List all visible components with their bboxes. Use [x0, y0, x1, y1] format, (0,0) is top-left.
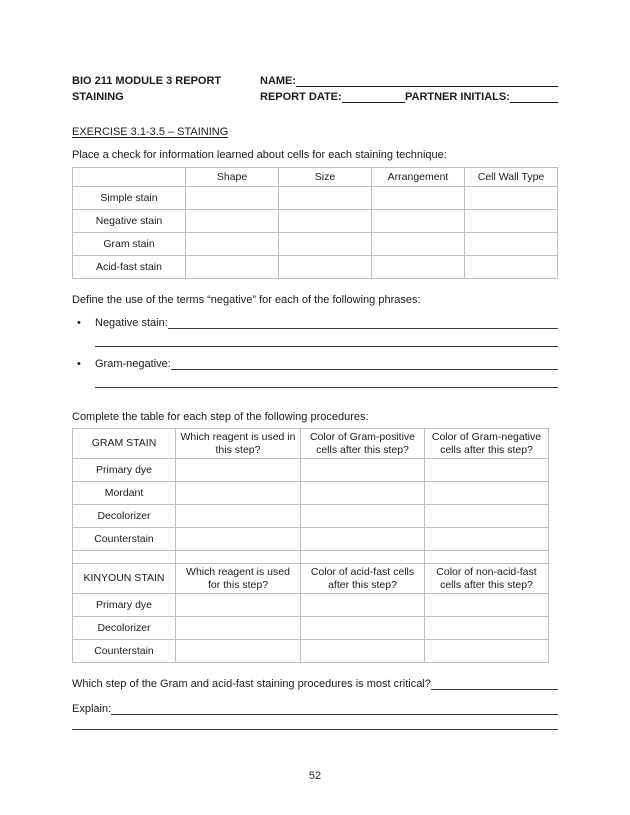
empty-cell [176, 505, 301, 528]
empty-cell [425, 459, 549, 482]
empty-cell [301, 505, 425, 528]
empty-cell [425, 617, 549, 640]
name-label: NAME: [260, 75, 297, 87]
empty-cell [176, 551, 301, 564]
empty-cell [301, 594, 425, 617]
empty-cell [301, 482, 425, 505]
kinyoun-row-counterstain [73, 640, 549, 663]
check-table-row-acid-fast-stain [73, 256, 558, 279]
kinyoun-col-acid-fast-color: Color of acid-fast cells after this step? [301, 564, 425, 594]
row-label: Primary dye [73, 459, 176, 482]
empty-cell [301, 640, 425, 663]
empty-cell [176, 459, 301, 482]
critical-question-label: Which step of the Gram and acid-fast staining procedures is most critical? [72, 678, 431, 690]
check-table-col-cell-wall-type: Cell Wall Type [465, 168, 558, 187]
empty-cell [279, 256, 372, 279]
kinyoun-col-non-acid-fast-color: Color of non-acid-fast cells after this step? [425, 564, 549, 594]
row-label: Acid-fast stain [73, 256, 186, 279]
row-label: Primary dye [73, 594, 176, 617]
kinyoun-stain-header-row [73, 564, 549, 594]
empty-cell [186, 256, 279, 279]
gram-negative-label: Gram-negative: [95, 358, 171, 370]
explain-fill-line [111, 714, 558, 715]
empty-cell [279, 233, 372, 256]
empty-cell [372, 233, 465, 256]
empty-cell [73, 551, 176, 564]
gram-row-counterstain [73, 528, 549, 551]
name-field-row [260, 73, 558, 89]
gram-row-decolorizer [73, 505, 549, 528]
name-fill-line [296, 86, 558, 87]
empty-cell [279, 210, 372, 233]
gram-stain-header-row [73, 429, 549, 459]
negative-stain-fill-line-2 [95, 331, 558, 347]
explain-row [72, 702, 558, 717]
empty-cell [372, 256, 465, 279]
empty-cell [301, 528, 425, 551]
gram-stain-title: GRAM STAIN [73, 429, 176, 459]
empty-cell [372, 187, 465, 210]
gram-row-primary-dye [73, 459, 549, 482]
empty-cell [465, 233, 558, 256]
gram-col-negative-color: Color of Gram-negative cells after this step? [425, 429, 549, 459]
row-label: Mordant [73, 482, 176, 505]
empty-cell [465, 187, 558, 210]
negative-stain-label: Negative stain: [95, 317, 168, 329]
empty-cell [425, 528, 549, 551]
critical-question-fill-line [431, 689, 558, 690]
empty-cell [372, 210, 465, 233]
partner-initials-label: PARTNER INITIALS: [404, 91, 510, 103]
empty-cell [301, 617, 425, 640]
empty-cell [176, 594, 301, 617]
row-label: Decolorizer [73, 617, 176, 640]
course-title: BIO 211 MODULE 3 REPORT [72, 75, 222, 87]
empty-cell [425, 640, 549, 663]
check-table-corner-cell [73, 168, 186, 187]
course-subtitle: STAINING [72, 91, 124, 103]
check-table-row-simple-stain [73, 187, 558, 210]
check-table-row-negative-stain [73, 210, 558, 233]
bullet-icon: • [77, 317, 81, 329]
empty-cell [425, 594, 549, 617]
explain-fill-line-2 [72, 717, 558, 730]
table-spacer-row [73, 551, 549, 564]
kinyoun-row-decolorizer [73, 617, 549, 640]
negative-stain-fill-line [168, 328, 558, 329]
check-instruction: Place a check for information learned about cells for each staining technique: [72, 149, 447, 161]
check-table-col-shape: Shape [186, 168, 279, 187]
exercise-heading: EXERCISE 3.1-3.5 – STAINING [72, 126, 229, 138]
empty-cell [279, 187, 372, 210]
header-row-1 [72, 73, 558, 89]
row-label: Negative stain [73, 210, 186, 233]
row-label: Gram stain [73, 233, 186, 256]
procedures-instruction: Complete the table for each step of the following procedures: [72, 411, 369, 423]
empty-cell [301, 459, 425, 482]
row-label: Counterstain [73, 528, 176, 551]
bullet-item-gram-negative [72, 357, 558, 372]
kinyoun-col-reagent: Which reagent is used for this step? [176, 564, 301, 594]
bullet-icon: • [77, 358, 81, 370]
empty-cell [186, 210, 279, 233]
row-label: Counterstain [73, 640, 176, 663]
empty-cell [176, 528, 301, 551]
empty-cell [186, 233, 279, 256]
gram-negative-fill-line-2 [95, 372, 558, 388]
page-number: 52 [308, 770, 322, 782]
empty-cell [176, 640, 301, 663]
gram-col-reagent: Which reagent is used in this step? [176, 429, 301, 459]
empty-cell [186, 187, 279, 210]
partner-initials-fill-line [510, 102, 558, 103]
critical-question-row [72, 677, 558, 692]
report-date-fill-line [342, 102, 405, 103]
empty-cell [425, 482, 549, 505]
empty-cell [425, 505, 549, 528]
date-initials-row [260, 89, 558, 105]
kinyoun-stain-title: KINYOUN STAIN [73, 564, 176, 594]
row-label: Simple stain [73, 187, 186, 210]
check-table-col-size: Size [279, 168, 372, 187]
empty-cell [301, 551, 425, 564]
check-table-row-gram-stain [73, 233, 558, 256]
explain-label: Explain: [72, 703, 112, 715]
kinyoun-row-primary-dye [73, 594, 549, 617]
check-table-col-arrangement: Arrangement [372, 168, 465, 187]
bullet-item-negative-stain [72, 316, 558, 331]
gram-col-positive-color: Color of Gram-positive cells after this step? [301, 429, 425, 459]
check-table-header-row [73, 168, 558, 187]
row-label: Decolorizer [73, 505, 176, 528]
empty-cell [465, 210, 558, 233]
empty-cell [176, 617, 301, 640]
check-table [72, 167, 558, 279]
gram-row-mordant [73, 482, 549, 505]
procedures-table [72, 428, 549, 663]
empty-cell [465, 256, 558, 279]
page-content [72, 73, 558, 730]
empty-cell [176, 482, 301, 505]
gram-negative-fill-line [171, 369, 558, 370]
define-instruction: Define the use of the terms “negative” for each of the following phrases: [72, 294, 421, 306]
report-date-label: REPORT DATE: [260, 91, 342, 103]
header-row-2 [72, 89, 558, 105]
empty-cell [425, 551, 549, 564]
